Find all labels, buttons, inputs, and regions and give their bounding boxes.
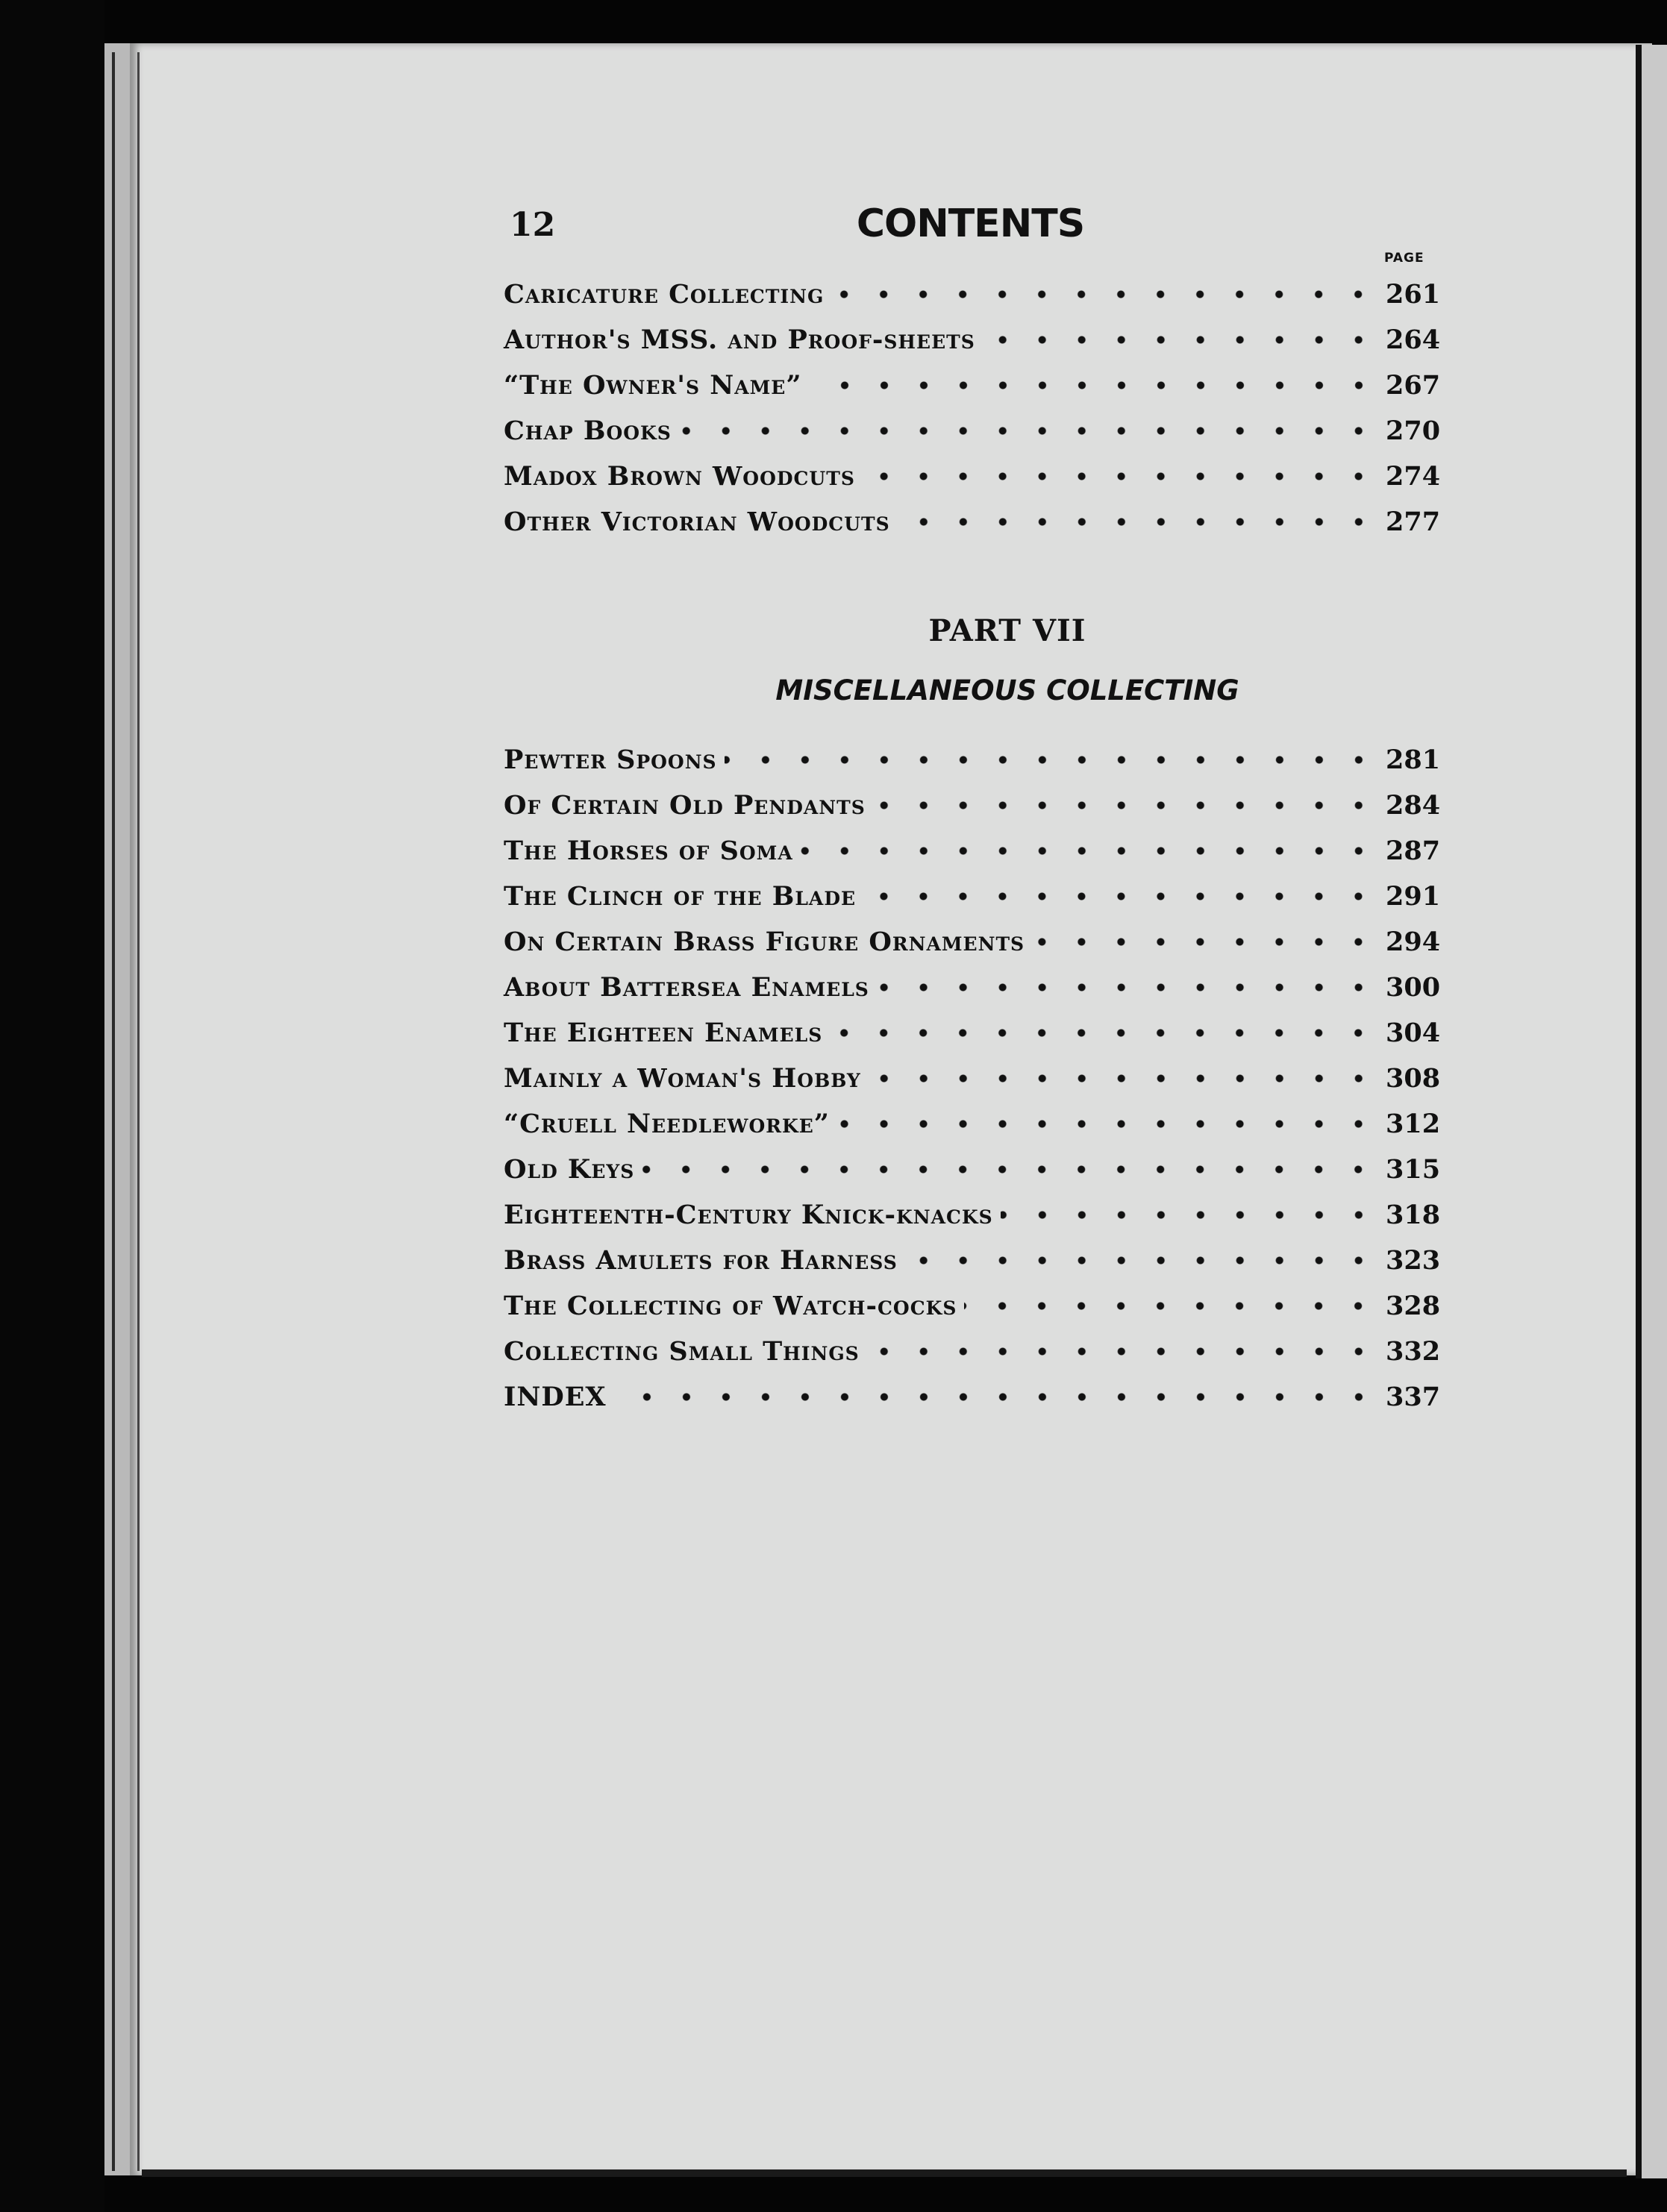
toc-entry [504, 1056, 1444, 1101]
toc-entry [504, 1329, 1444, 1374]
toc-entry-page: 328 [1386, 1291, 1441, 1321]
toc-entry-page: 270 [1386, 416, 1441, 446]
toc-entry-title: On Certain Brass Figure Ornaments [504, 927, 1025, 957]
part-heading: PART VII [928, 613, 1086, 648]
toc-list-part-vii [504, 737, 1444, 1420]
page-number: 12 [510, 206, 556, 244]
dot-leader [867, 1338, 1378, 1365]
toc-list-top [504, 272, 1444, 545]
toc-entry-page: 281 [1386, 745, 1441, 775]
toc-entry-title: “Cruell Needleworke” [504, 1109, 830, 1139]
dot-leader [801, 838, 1378, 864]
toc-entry-page: 287 [1386, 836, 1441, 866]
toc-entry-title: INDEX [504, 1382, 607, 1412]
toc-entry-page: 264 [1386, 325, 1441, 355]
toc-entry-page: 261 [1386, 279, 1441, 310]
toc-entry-title: Other Victorian Woodcuts [504, 507, 890, 537]
toc-entry [504, 408, 1444, 454]
toc-entry [504, 1283, 1444, 1329]
toc-entry-page: 318 [1386, 1200, 1441, 1230]
toc-entry-page: 284 [1386, 790, 1441, 821]
dot-leader [964, 1293, 1378, 1319]
dot-leader [898, 509, 1378, 535]
toc-entry [504, 272, 1444, 317]
page-binding-edge [112, 52, 140, 2171]
dot-leader [1001, 1202, 1378, 1228]
toc-entry-title: Mainly a Woman's Hobby [504, 1063, 861, 1094]
toc-entry [504, 919, 1444, 965]
dot-leader [877, 974, 1378, 1000]
toc-entry [504, 965, 1444, 1010]
toc-entry-title: Of Certain Old Pendants [504, 790, 866, 821]
toc-entry-page: 337 [1386, 1382, 1441, 1412]
dot-leader [863, 883, 1378, 909]
toc-entry-page: 274 [1386, 461, 1441, 492]
toc-entry-page: 308 [1386, 1063, 1441, 1094]
toc-entry-title: Pewter Spoons [504, 745, 717, 775]
toc-entry-title: Collecting Small Things [504, 1336, 860, 1367]
scan-background [0, 0, 104, 2212]
toc-entry-title: Eighteenth-Century Knick-knacks [504, 1200, 993, 1230]
dot-leader [869, 1065, 1378, 1091]
toc-entry-page: 277 [1386, 507, 1441, 537]
toc-entry-page: 300 [1386, 972, 1441, 1003]
toc-entry-page: 323 [1386, 1245, 1441, 1276]
toc-entry [504, 1192, 1444, 1238]
toc-entry-page: 315 [1386, 1154, 1441, 1185]
page-header [510, 201, 1431, 254]
toc-entry-title: About Battersea Enamels [504, 972, 869, 1003]
toc-entry-title: The Eighteen Enamels [504, 1018, 823, 1048]
page-column-label: PAGE [1384, 251, 1424, 266]
dot-leader [725, 747, 1378, 773]
page-bottom-edge [142, 2169, 1627, 2177]
dot-leader [831, 281, 1378, 307]
part-subheading: MISCELLANEOUS COLLECTING [775, 674, 1239, 706]
toc-entry [504, 363, 1444, 408]
toc-entry-title: Author's MSS. and Proof-sheets [504, 325, 975, 355]
toc-entry-page: 291 [1386, 881, 1441, 912]
toc-entry [504, 1101, 1444, 1147]
toc-entry-title: Madox Brown Woodcuts [504, 461, 855, 492]
toc-entry-page: 294 [1386, 927, 1441, 957]
toc-entry [504, 737, 1444, 783]
toc-entry [504, 874, 1444, 919]
dot-leader [642, 1156, 1378, 1182]
toc-entry-title: Caricature Collecting [504, 279, 825, 310]
dot-leader [863, 463, 1378, 489]
toc-entry [504, 828, 1444, 874]
toc-entry-page: 267 [1386, 370, 1441, 401]
toc-entry-title: The Collecting of Watch-cocks [504, 1291, 957, 1321]
toc-entry [504, 454, 1444, 499]
dot-leader [1032, 929, 1378, 955]
dot-leader [830, 1020, 1378, 1046]
toc-entry-page: 332 [1386, 1336, 1441, 1367]
facing-page-edge [1636, 45, 1667, 2178]
toc-entry-title: The Horses of Soma [504, 836, 793, 866]
dot-leader [873, 792, 1378, 818]
toc-entry-title: Old Keys [504, 1154, 635, 1185]
toc-entry-page: 304 [1386, 1018, 1441, 1048]
toc-entry-title: Chap Books [504, 416, 672, 446]
dot-leader [679, 418, 1378, 444]
page-title: CONTENTS [856, 201, 1085, 246]
toc-entry [504, 499, 1444, 545]
toc-entry [504, 783, 1444, 828]
dot-leader [810, 372, 1379, 398]
dot-leader [614, 1384, 1378, 1410]
toc-entry [504, 1374, 1444, 1420]
dot-leader [983, 327, 1378, 353]
toc-entry [504, 1010, 1444, 1056]
toc-entry-title: “The Owner's Name” [504, 370, 802, 401]
toc-entry-page: 312 [1386, 1109, 1441, 1139]
toc-entry-title: The Clinch of the Blade [504, 881, 857, 912]
toc-entry-title: Brass Amulets for Harness [504, 1245, 898, 1276]
toc-entry [504, 1238, 1444, 1283]
toc-entry [504, 1147, 1444, 1192]
toc-entry [504, 317, 1444, 363]
dot-leader [905, 1247, 1378, 1273]
dot-leader [837, 1111, 1378, 1137]
